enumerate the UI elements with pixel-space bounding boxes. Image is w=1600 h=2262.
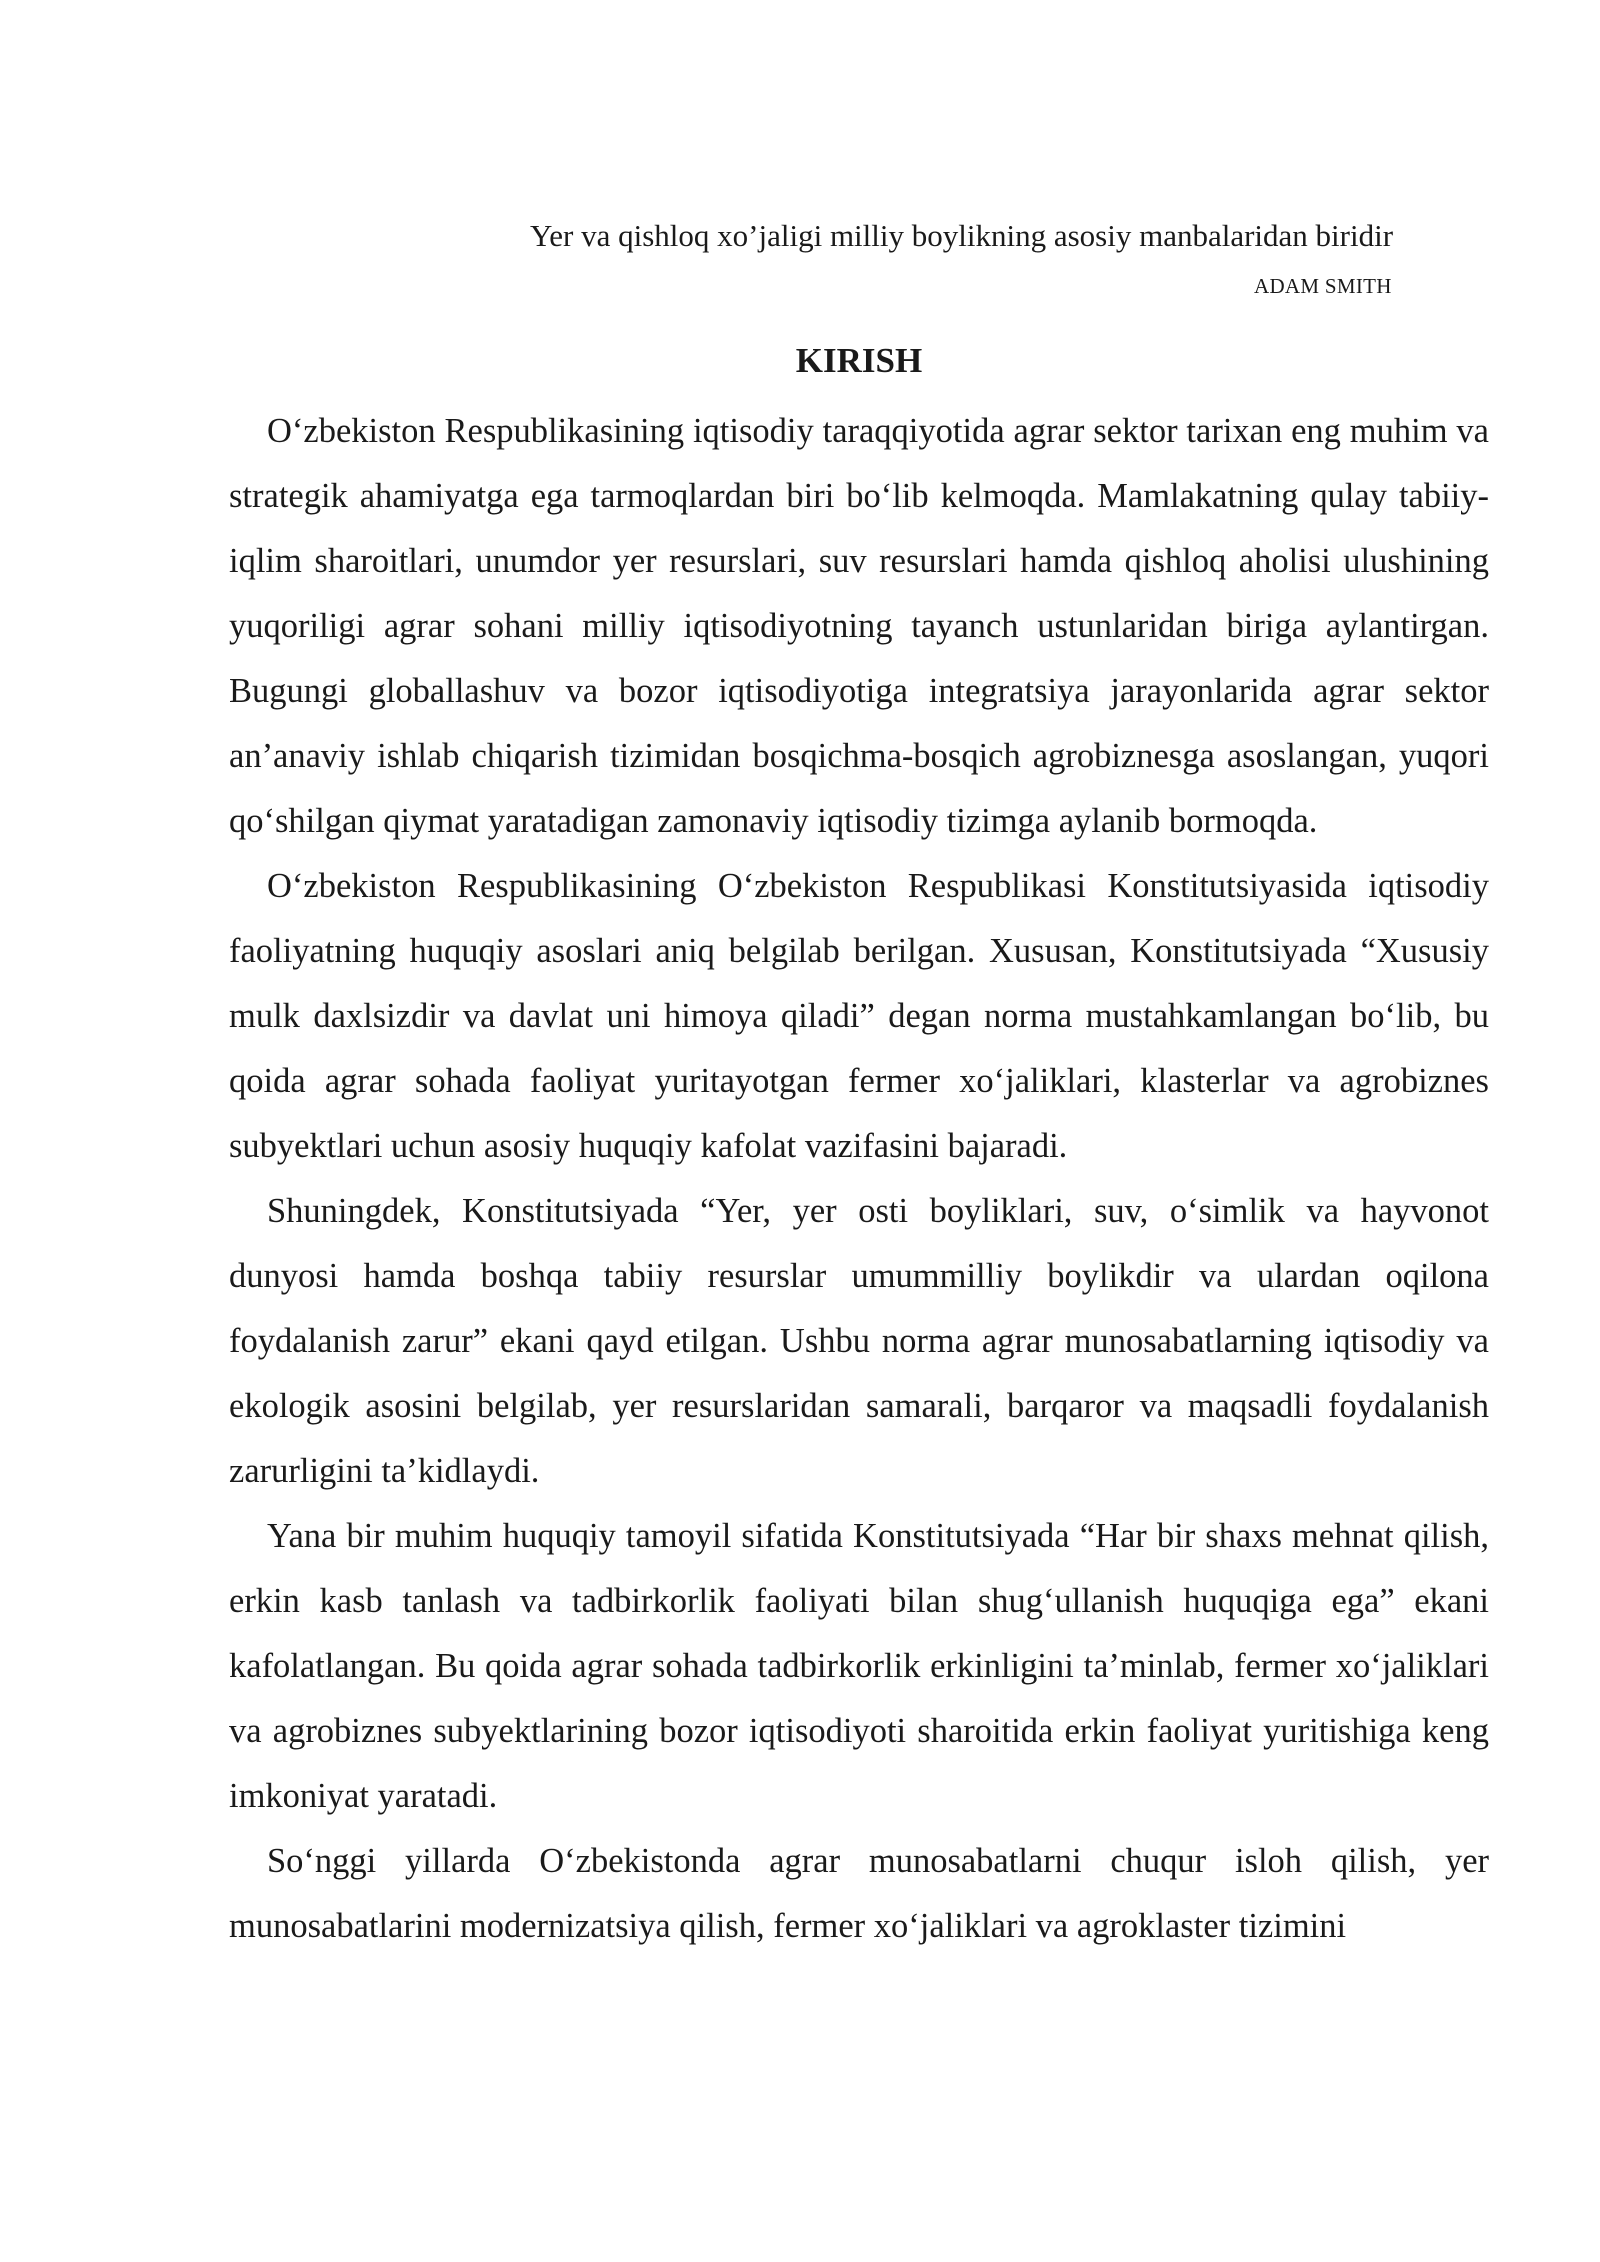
paragraph: O‘zbekiston Respublikasining iqtisodiy taraqqiyotida agrar sektor tarixan eng muhim va strategik ahamiyatga ega tarmoqlardan biri bo‘lib kelmoqda. Mamlakatning qulay tabiiy-iqlim sharoitlari, unumdor yer resurslari, suv resurslari hamda qishloq aholisi ulushining yuqoriligi agrar sohani milliy iqtisodiyotning tayanch ustunlaridan biriga aylantirgan. Bugungi globallashuv va bozor iqtisodiyotiga integratsiya jarayonlarida agrar sektor an’anaviy ishlab chiqarish tizimidan bosqichma-bosqich agrobiznesga asoslangan, yuqori qo‘shilgan qiymat yaratadigan zamonaviy iqtisodiy tizimga aylanib bormoqda.: [229, 412, 1489, 840]
body-text: [229, 399, 1489, 1959]
paragraph: So‘nggi yillarda O‘zbekistonda agrar munosabatlarni chuqur isloh qilish, yer munosabatlarini modernizatsiya qilish, fermer xo‘jaliklari va agroklaster tizimini: [229, 1842, 1489, 1945]
epigraph-author: ADAM SMITH: [1254, 274, 1392, 298]
epigraph-quote: Yer va qishloq xo’jaligi milliy boylikning asosiy manbalaridan biridir: [530, 218, 1394, 253]
paragraph: Yana bir muhim huquqiy tamoyil sifatida Konstitutsiyada “Har bir shaxs mehnat qilish, erkin kasb tanlash va tadbirkorlik faoliyati bilan shug‘ullanish huquqiga ega” ekani kafolatlangan. Bu qoida agrar sohada tadbirkorlik erkinligini ta’minlab, fermer xo‘jaliklari va agrobiznes subyektlarining bozor iqtisodiyoti sharoitida erkin faoliyat yuritishiga keng imkoniyat yaratadi.: [229, 1517, 1489, 1815]
paragraph: O‘zbekiston Respublikasining O‘zbekiston Respublikasi Konstitutsiyasida iqtisodiy faoliyatning huquqiy asoslari aniq belgilab berilgan. Xususan, Konstitutsiyada “Xususiy mulk daxlsizdir va davlat uni himoya qiladi” degan norma mustahkamlangan bo‘lib, bu qoida agrar sohada faoliyat yuritayotgan fermer xo‘jaliklari, klasterlar va agrobiznes subyektlari uchun asosiy huquqiy kafolat vazifasini bajaradi.: [229, 867, 1489, 1165]
paragraph: Shuningdek, Konstitutsiyada “Yer, yer osti boyliklari, suv, o‘simlik va hayvonot dunyosi hamda boshqa tabiiy resurslar umummilliy boylikdir va ulardan oqilona foydalanish zarur” ekani qayd etilgan. Ushbu norma agrar munosabatlarning iqtisodiy va ekologik asosini belgilab, yer resurslaridan samarali, barqaror va maqsadli foydalanish zarurligini ta’kidlaydi.: [229, 1192, 1489, 1490]
section-heading: KIRISH: [795, 341, 923, 380]
